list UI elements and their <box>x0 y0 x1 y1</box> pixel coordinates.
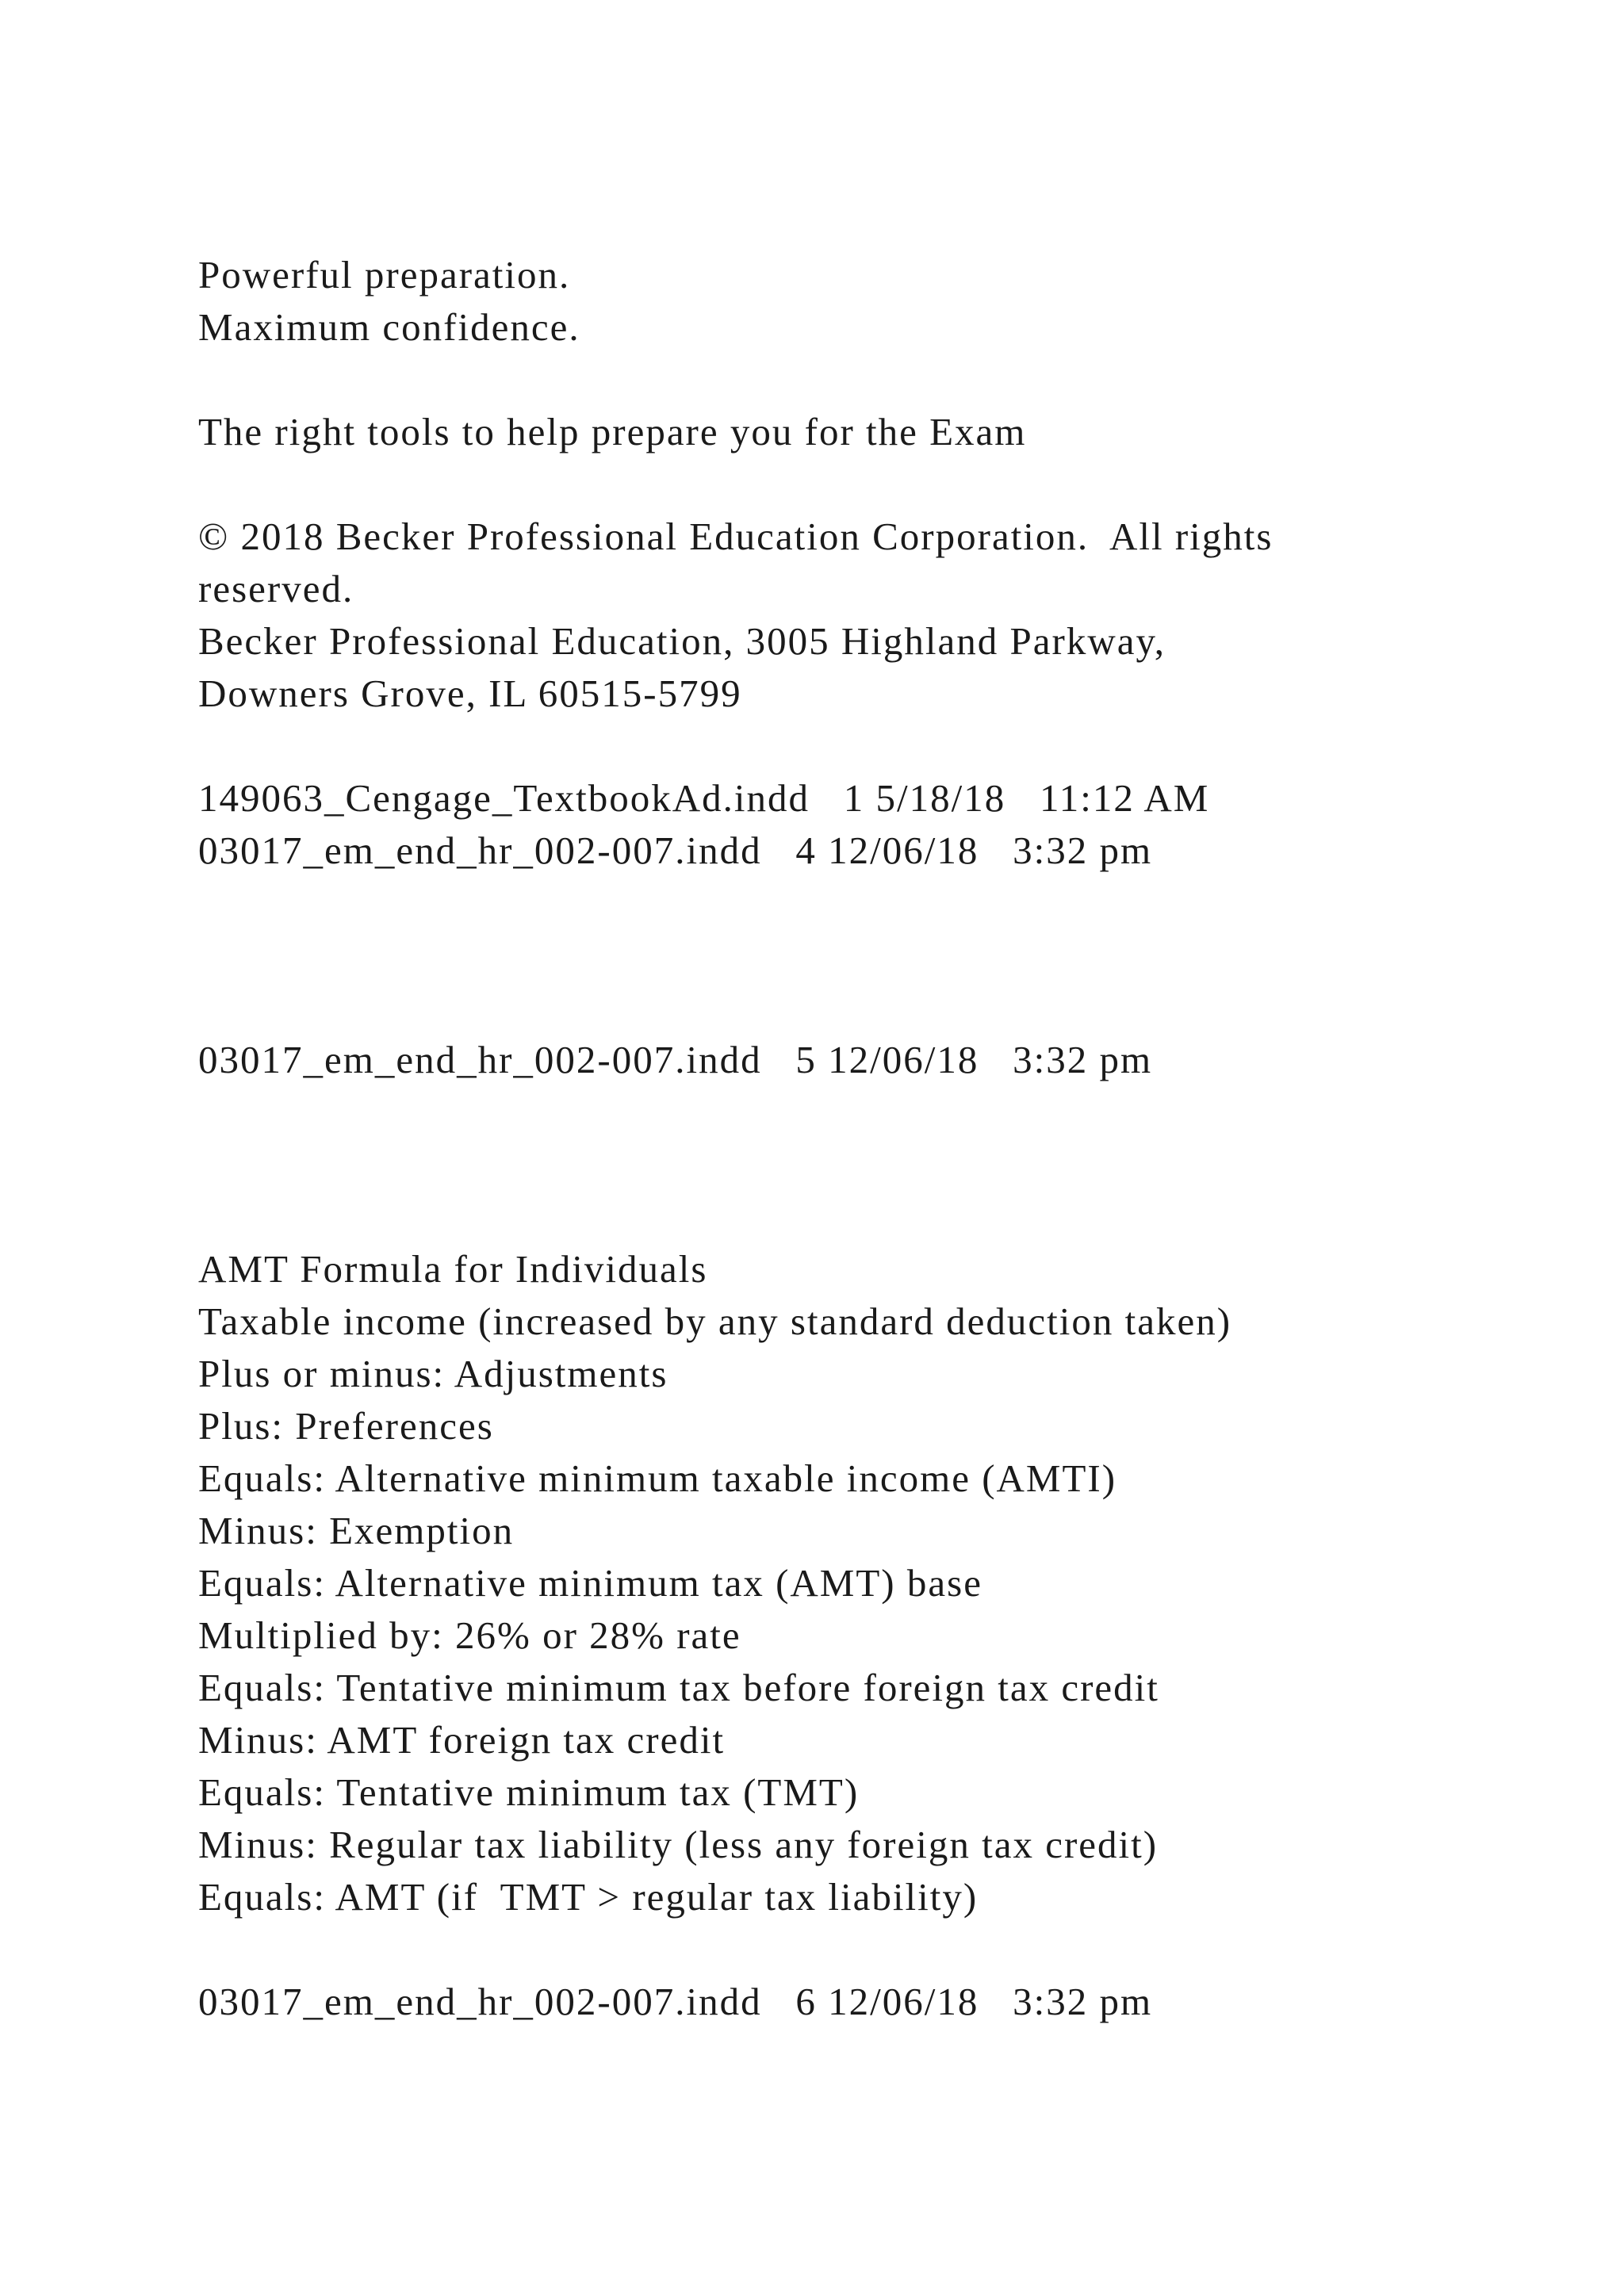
file-slug: 03017_em_end_hr_002-007.indd 5 12/06/18 3:32 pm <box>198 1038 1153 1081</box>
amt-step: Plus or minus: Adjustments <box>198 1352 668 1395</box>
address-line-1: Becker Professional Education, 3005 Highland Parkway, <box>198 619 1166 663</box>
tagline: The right tools to help prepare you for the Exam <box>198 410 1027 453</box>
amt-step: Equals: Alternative minimum taxable income (AMTI) <box>198 1456 1117 1500</box>
amt-step: Minus: Regular tax liability (less any foreign tax credit) <box>198 1823 1159 1866</box>
file-slug: 149063_Cengage_TextbookAd.indd 1 5/18/18 11:12 AM <box>198 776 1210 820</box>
amt-step: Equals: Tentative minimum tax (TMT) <box>198 1770 860 1814</box>
file-slug: 03017_em_end_hr_002-007.indd 6 12/06/18 3:32 pm <box>198 1980 1153 2023</box>
file-slug: 03017_em_end_hr_002-007.indd 4 12/06/18 3:32 pm <box>198 828 1153 872</box>
amt-title: AMT Formula for Individuals <box>198 1247 708 1291</box>
amt-step: Minus: AMT foreign tax credit <box>198 1718 726 1762</box>
amt-step: Equals: Alternative minimum tax (AMT) base <box>198 1561 982 1605</box>
copyright-line-2: reserved. <box>198 567 354 610</box>
amt-step: Equals: AMT (if TMT > regular tax liability) <box>198 1875 979 1919</box>
address-line-2: Downers Grove, IL 60515-5799 <box>198 672 742 715</box>
amt-step: Multiplied by: 26% or 28% rate <box>198 1613 741 1657</box>
copyright-line-1: © 2018 Becker Professional Education Corporation. All rights <box>198 515 1274 558</box>
amt-step: Equals: Tentative minimum tax before foreign tax credit <box>198 1666 1159 1709</box>
intro-line-1: Powerful preparation. <box>198 253 571 297</box>
amt-step: Plus: Preferences <box>198 1404 494 1448</box>
intro-line-2: Maximum confidence. <box>198 305 580 349</box>
amt-step: Taxable income (increased by any standard deduction taken) <box>198 1299 1232 1343</box>
amt-step: Minus: Exemption <box>198 1509 515 1552</box>
